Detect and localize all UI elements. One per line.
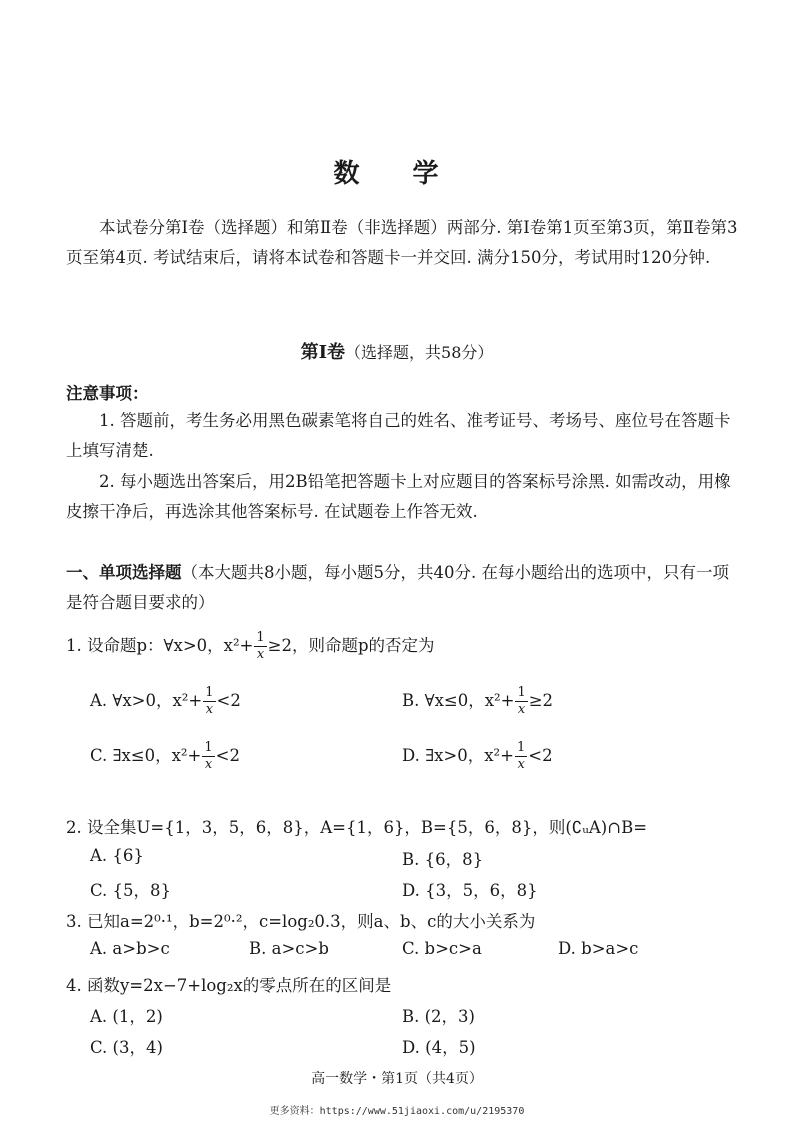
frac-den: x: [204, 757, 213, 772]
part1-label: 第Ⅰ卷: [300, 342, 346, 363]
q1-option-b-post: ≥2: [528, 691, 554, 710]
q1-option-d-post: <2: [528, 746, 553, 765]
q4-option-a[interactable]: A. (1，2): [90, 1007, 163, 1026]
source-watermark: 更多资料：https://www.51jiaoxi.com/u/2195370: [269, 1106, 525, 1117]
frac-num: 1: [517, 685, 526, 700]
q3-option-c[interactable]: C. b>c>a: [402, 939, 482, 958]
section1-label: 一、单项选择题: [66, 563, 182, 582]
q1-option-c[interactable]: [90, 740, 240, 773]
question-2: 2. 设全集U={1，3，5，6，8}，A={1，6}，B={5，6，8}，则(∁ᵤA)∩B=: [66, 818, 648, 837]
notice-heading: 注意事项：: [66, 384, 149, 403]
part1-title: [0, 338, 794, 364]
section1-heading: [66, 558, 742, 618]
question-1: [66, 630, 435, 663]
frac-den: x: [517, 757, 525, 772]
q2-option-b[interactable]: B. {6，8}: [402, 850, 484, 869]
frac-den: x: [205, 702, 214, 717]
q1-option-a-post: <2: [216, 691, 241, 710]
q1-option-d-frac: [515, 740, 527, 773]
exam-intro: 本试卷分第Ⅰ卷（选择题）和第Ⅱ卷（非选择题）两部分. 第Ⅰ卷第1页至第3页，第Ⅱ卷第3页至第4页. 考试结束后，请将本试卷和答题卡一并交回. 满分150分，考试用时120分钟.: [66, 218, 738, 267]
notice-item-2: 2. 每小题选出答案后，用2B铅笔把答题卡上对应题目的答案标号涂黑. 如需改动，用橡皮擦干净后，再选涂其他答案标号. 在试题卷上作答无效.: [66, 472, 731, 521]
q3-option-d[interactable]: D. b>a>c: [558, 939, 639, 958]
frac-num: 1: [204, 740, 213, 755]
q1-option-c-post: <2: [215, 746, 240, 765]
q3-option-b[interactable]: B. a>c>b: [249, 939, 329, 958]
frac-num: 1: [516, 740, 526, 755]
q1-stem-pre: 1. 设命题p：∀x>0，x²+: [66, 636, 254, 655]
q4-option-b[interactable]: B. (2，3): [402, 1007, 475, 1026]
q1-option-b-frac: [515, 685, 527, 718]
q1-option-a[interactable]: [90, 685, 241, 718]
part1-subtitle: （选择题，共58分）: [345, 343, 494, 362]
q1-frac-num: 1: [256, 630, 265, 645]
q1-fraction: [254, 630, 266, 663]
q1-stem-post: ≥2，则命题p的否定为: [267, 636, 435, 655]
q1-option-d[interactable]: [402, 740, 553, 773]
q2-option-a[interactable]: A. {6}: [90, 846, 144, 865]
page-title: 数 学: [333, 159, 461, 189]
question-4: 4. 函数y=2x−7+log₂x的零点所在的区间是: [66, 976, 392, 995]
q1-option-b[interactable]: [402, 685, 553, 718]
q1-option-c-pre: C. ∃x≤0，x²+: [90, 746, 202, 765]
q1-option-b-pre: B. ∀x≤0，x²+: [402, 691, 515, 710]
q2-option-d[interactable]: D. {3，5，6，8}: [402, 881, 538, 900]
q1-option-c-frac: [202, 740, 214, 773]
q4-option-c[interactable]: C. (3，4): [90, 1038, 163, 1057]
frac-den: x: [517, 702, 526, 717]
section1-desc: （本大题共8小题，每小题5分，共40分. 在每小题给出的选项中，只有一项是符合题目要求的）: [66, 563, 729, 612]
q1-option-a-pre: A. ∀x>0，x²+: [90, 691, 203, 710]
question-3: 3. 已知a=2⁰·¹，b=2⁰·²，c=log₂0.3，则a、b、c的大小关系为: [66, 912, 536, 931]
notice-item-1: 1. 答题前，考生务必用黑色碳素笔将自己的姓名、准考证号、考场号、座位号在答题卡上填写清楚.: [66, 411, 731, 460]
page-footer: 高一数学・第1页（共4页）: [311, 1071, 483, 1087]
q4-option-d[interactable]: D. (4，5): [402, 1038, 476, 1057]
q1-option-a-frac: [203, 685, 215, 718]
q1-frac-den: x: [256, 647, 265, 662]
frac-num: 1: [205, 685, 214, 700]
q2-option-c[interactable]: C. {5，8}: [90, 881, 172, 900]
q3-option-a[interactable]: A. a>b>c: [90, 939, 170, 958]
q1-option-d-pre: D. ∃x>0，x²+: [402, 746, 514, 765]
